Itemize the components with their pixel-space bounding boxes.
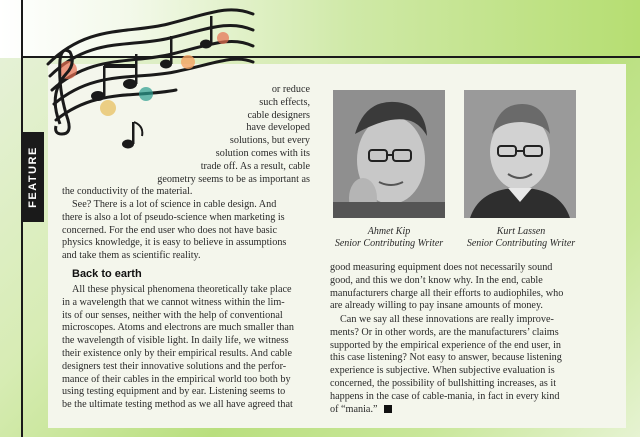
text-line: designers test their innovative solutions and the perfor- [62,360,287,372]
author-photo-kurt-lassen [464,90,576,218]
text-line: microscopes. Atoms and electrons are much smaller than [62,322,294,334]
text-line: All these physical phenomena theoretically take place [72,284,292,295]
text-line: good measuring equipment does not necessarily sound [330,262,553,273]
text-line: See? There is a lot of science in cable design. And [72,199,277,210]
text-line: its of our senses, neither with the help of conventional [62,309,283,321]
end-mark [384,405,392,413]
author-caption-kurt-lassen [452,226,590,250]
text-line: this case listening? Not easy to answer, because listening [330,352,562,364]
paragraph-right-2 [330,314,592,416]
text-line: mance of their cables in the empirical world too both by [62,373,291,385]
text-line: concerned, the possibility of bullshitting increases, as it [330,377,557,389]
text-line: supported by the empirical experience of the end user, in [330,339,561,351]
text-line: in a wavelength that we cannot witness within the lim- [62,296,285,308]
paragraph-right-1 [330,262,592,313]
portrait-illustration [464,90,576,218]
intro-wrap [62,84,310,186]
text-line: are already willing to pay insane amounts of money. [330,300,543,312]
text-line: Can we say all these innovations are really improve- [340,314,554,325]
text-line: ments? Or in other words, are the manufacturers’ claims [330,326,559,338]
section-tab-label: FEATURE [27,146,40,208]
author-name: Ahmet Kip [367,226,411,237]
paragraph-earth [62,284,314,412]
portrait-illustration [333,90,445,218]
author-role: Senior Contributing Writer [334,238,444,249]
author-name: Kurt Lassen [496,226,546,237]
intro-line: or reduce [271,84,310,95]
intro-last-line: the conductivity of the material. [62,186,193,197]
text-line: physics knowledge, it is easy to believe in assumptions [62,237,287,249]
text-line: be the ultimate testing method as we all have agreed that [62,399,293,411]
intro-line: trade off. As a result, cable [200,160,310,172]
intro-line: have developed [246,122,310,134]
text-line: good, and this we don’t know why. In the end, cable [330,274,543,286]
text-line: the wavelength of visible light. In daily life, we witness [62,335,289,347]
text-line: happens in the case of cable-mania, in fact in every kind [330,390,560,402]
intro-line: cable designers [247,109,310,121]
intro-line: solutions, but every [229,135,310,147]
section-heading: Back to earth [72,268,142,280]
text-line: concerned. For the end user who does not have basic [62,224,278,236]
intro-line: solution comes with its [215,147,310,159]
author-photo-ahmet-kip [333,90,445,218]
text-line: experience is subjective. When subjective evaluation is [330,365,555,377]
author-caption-ahmet-kip [320,226,458,250]
intro-line: such effects, [259,96,310,108]
text-line: their existence only by their empirical results. And cable [62,347,292,359]
intro-line: geometry seems to be as important as [157,173,310,185]
text-line-last [330,404,592,417]
text-line: and take them as scientific reality. [62,250,201,262]
closing-text: of “mania.” [330,403,378,415]
text-line: manufacturers charge all their efforts to audiophiles, who [330,287,564,299]
text-line: using testing equipment and by ear. Listening seems to [62,386,286,398]
text-line: there is also a lot of pseudo-science when marketing is [62,211,285,223]
author-role: Senior Contributing Writer [466,238,576,249]
paragraph-science [62,199,312,263]
